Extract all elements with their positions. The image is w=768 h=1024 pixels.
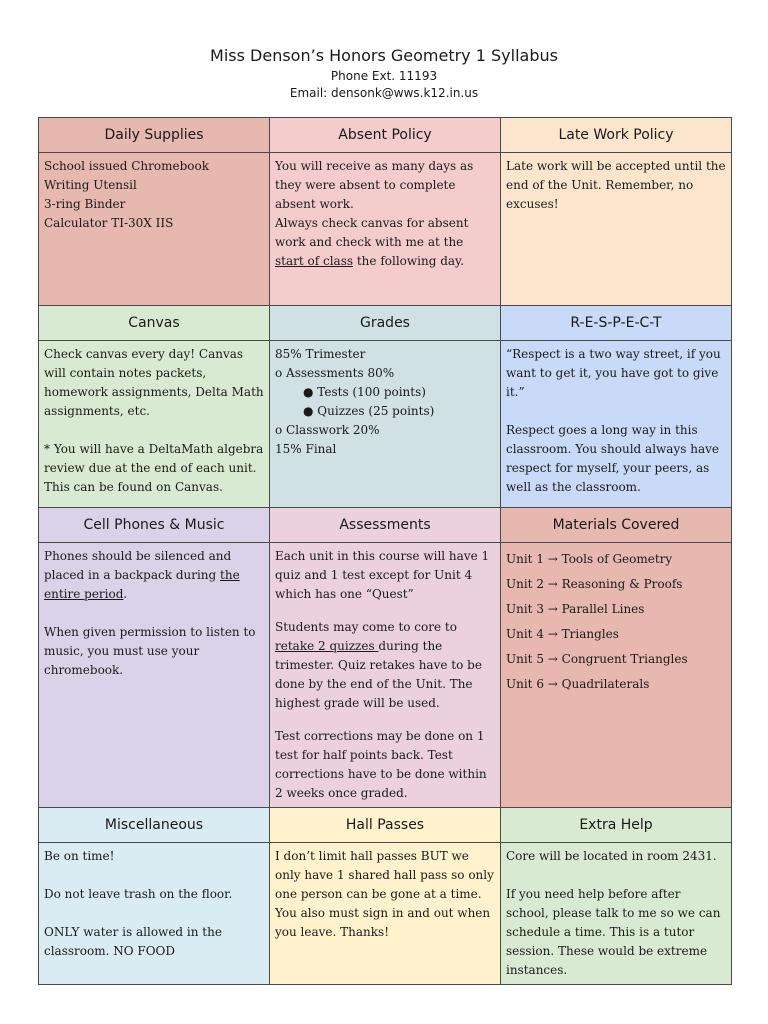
test-corrections-text: Test corrections may be done on 1 test for half points back. Test corrections have to be done within 2 weeks once graded. <box>275 729 487 800</box>
respect-content <box>501 341 732 508</box>
cell-phones-content <box>39 543 270 808</box>
page-title: Miss Denson’s Honors Geometry 1 Syllabus <box>210 46 558 65</box>
canvas-content <box>39 341 270 508</box>
misc-text: Do not leave trash on the floor. <box>44 887 233 901</box>
respect-heading: R-E-S-P-E-C-T <box>501 306 732 341</box>
syllabus-header <box>0 44 768 102</box>
extra-help-content <box>501 843 732 985</box>
phones-text: Phones should be silenced and placed in a backpack during <box>44 549 232 582</box>
canvas-note: * You will have a DeltaMath algebra review due at the end of each unit. This can be found on Canvas. <box>44 442 264 494</box>
unit-item: Unit 2 → Reasoning & Proofs <box>506 577 683 591</box>
misc-text: ONLY water is allowed in the classroom. NO FOOD <box>44 925 222 958</box>
grade-line: ● Tests (100 points) <box>303 385 426 399</box>
misc-text: Be on time! <box>44 849 115 863</box>
extra-help-heading: Extra Help <box>501 808 732 843</box>
late-work-content <box>501 153 732 306</box>
extra-help-text: Core will be located in room 2431. <box>506 849 717 863</box>
grade-line: o Classwork 20% <box>275 423 380 437</box>
respect-text: Respect goes a long way in this classroom. You should always have respect for myself, your peers, as well as the classroom. <box>506 423 719 494</box>
entire-period-emphasis: the entire period <box>44 568 240 601</box>
unit-item: Unit 4 → Triangles <box>506 627 619 641</box>
grade-line: ● Quizzes (25 points) <box>303 404 435 418</box>
grades-content <box>270 341 501 508</box>
daily-supplies-content <box>39 153 270 306</box>
canvas-heading: Canvas <box>39 306 270 341</box>
grades-heading: Grades <box>270 306 501 341</box>
grade-line: o Assessments 80% <box>275 366 395 380</box>
unit-item: Unit 5 → Congruent Triangles <box>506 652 688 666</box>
hall-passes-heading: Hall Passes <box>270 808 501 843</box>
grade-line: 15% Final <box>275 442 337 456</box>
supply-item: School issued Chromebook <box>44 159 210 173</box>
supply-item: 3-ring Binder <box>44 197 126 211</box>
materials-content <box>501 543 732 808</box>
absent-policy-text: the following day. <box>353 254 465 268</box>
cell-phones-heading: Cell Phones & Music <box>39 508 270 543</box>
unit-item: Unit 6 → Quadrilaterals <box>506 677 650 691</box>
late-work-heading: Late Work Policy <box>501 118 732 153</box>
retake-text: during the trimester. Quiz retakes have to be done by the end of the Unit. The highest grade will be used. <box>275 639 482 710</box>
assessments-text: Each unit in this course will have 1 quiz and 1 test except for Unit 4 which has one “Quest” <box>275 549 490 601</box>
email-address: Email: densonk@wws.k12.in.us <box>289 86 479 100</box>
phones-text: . <box>123 587 128 601</box>
start-of-class-emphasis: start of class <box>275 254 354 268</box>
hall-passes-text: I don’t limit hall passes BUT we only have 1 shared hall pass so only one person can be gone at a time. You also must sign in and out when you leave. Thanks! <box>275 849 494 939</box>
supply-item: Calculator TI-30X IIS <box>44 216 174 230</box>
retake-text <box>275 618 495 713</box>
grade-line: 85% Trimester <box>275 347 366 361</box>
unit-item: Unit 3 → Parallel Lines <box>506 602 645 616</box>
absent-policy-content <box>270 153 501 306</box>
late-work-text: Late work will be accepted until the end of the Unit. Remember, no excuses! <box>506 159 726 211</box>
respect-quote: “Respect is a two way street, if you want to get it, you have got to give it.” <box>506 347 721 399</box>
daily-supplies-heading: Daily Supplies <box>39 118 270 153</box>
materials-heading: Materials Covered <box>501 508 732 543</box>
syllabus-table <box>38 117 732 985</box>
assessments-heading: Assessments <box>270 508 501 543</box>
retake-emphasis: retake 2 quizzes <box>275 639 379 653</box>
extra-help-text: If you need help before after school, please talk to me so we can schedule a time. This is a tutor session. These would be extreme instances. <box>506 887 721 977</box>
supply-item: Writing Utensil <box>44 178 137 192</box>
absent-policy-text: Always check canvas for absent work and check with me at the <box>275 216 469 249</box>
unit-item: Unit 1 → Tools of Geometry <box>506 552 673 566</box>
canvas-text: Check canvas every day! Canvas will contain notes packets, homework assignments, Delta Math assignments, etc. <box>44 347 264 418</box>
phones-text <box>44 547 264 604</box>
phone-extension: Phone Ext. 11193 <box>330 69 438 83</box>
retake-text: Students may come to core to <box>275 620 457 634</box>
miscellaneous-heading: Miscellaneous <box>39 808 270 843</box>
absent-policy-text <box>275 214 495 271</box>
absent-policy-heading: Absent Policy <box>270 118 501 153</box>
assessments-content <box>270 543 501 808</box>
music-text: When given permission to listen to music, you must use your chromebook. <box>44 625 256 677</box>
hall-passes-content <box>270 843 501 985</box>
absent-policy-text: You will receive as many days as they were absent to complete absent work. <box>275 159 474 211</box>
miscellaneous-content <box>39 843 270 985</box>
